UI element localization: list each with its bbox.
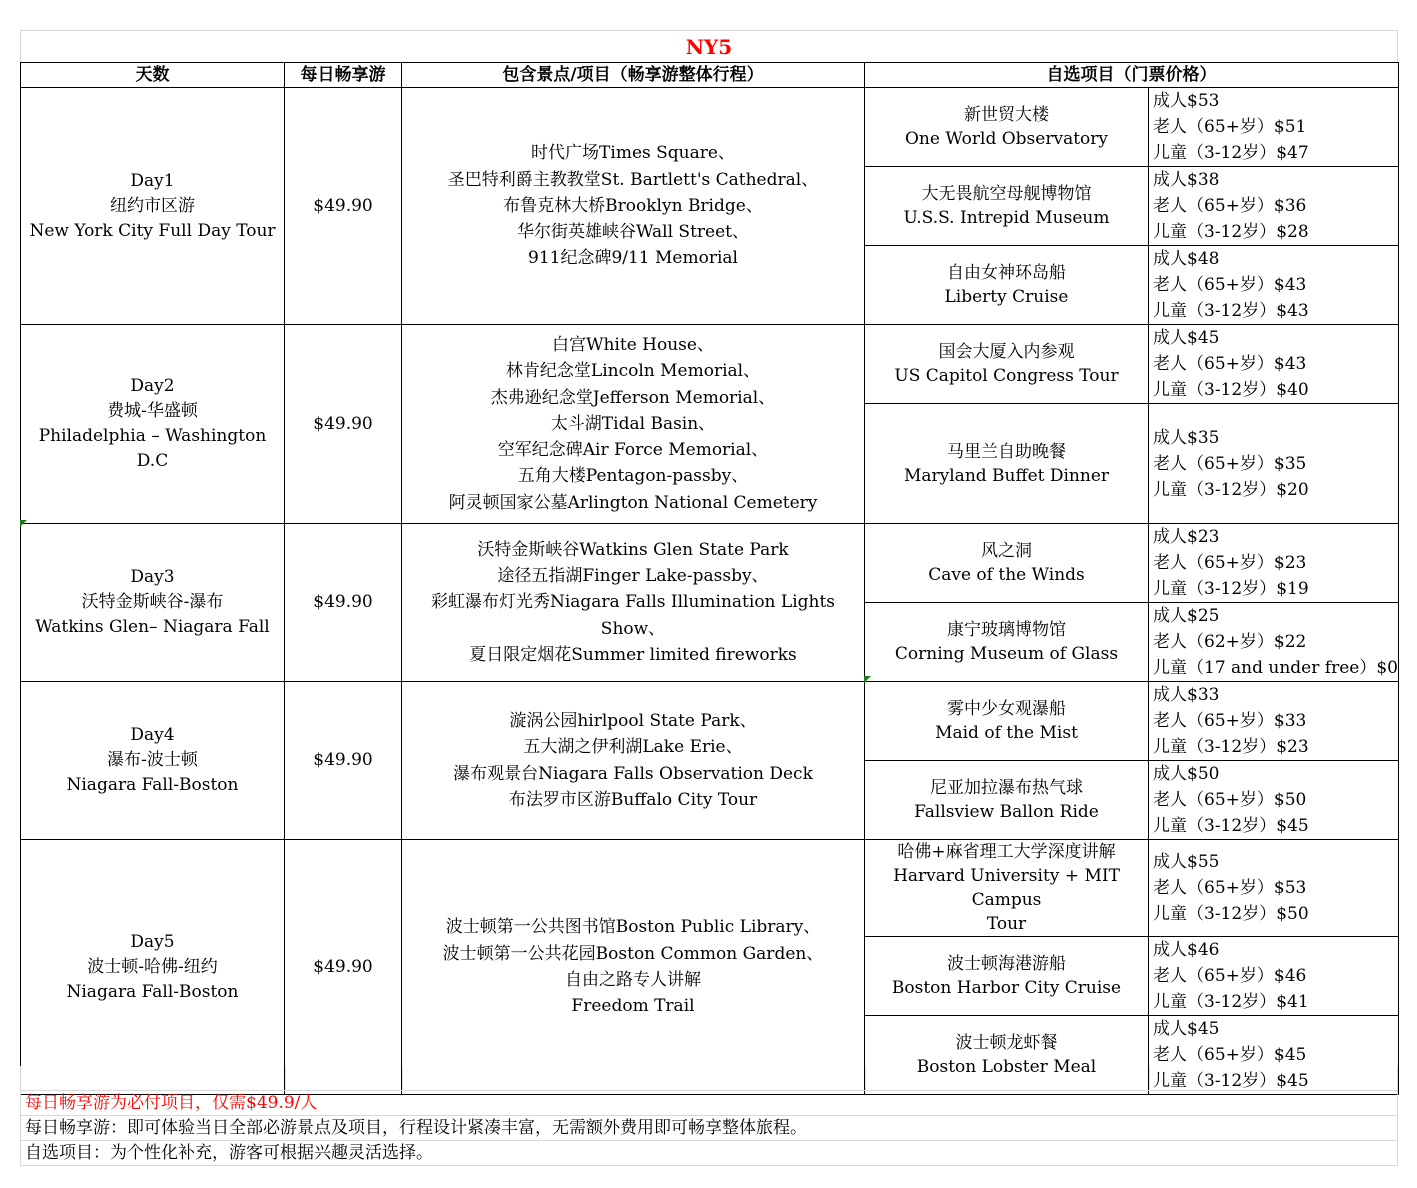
itinerary-row (21, 88, 1399, 167)
spot-line: 五角大楼Pentagon-passby、 (517, 466, 749, 487)
optional-item-name (865, 325, 1149, 404)
day-cell (21, 840, 285, 1095)
spot-line: 杰弗逊纪念堂Jefferson Memorial、 (490, 387, 776, 408)
optional-item-name (865, 246, 1149, 325)
spot-line: 阿灵顿国家公墓Arlington National Cemetery (448, 492, 818, 513)
spot-line: 太斗湖Tidal Basin、 (550, 413, 716, 434)
ticket-price-line: 成人$25 (1153, 606, 1220, 626)
daily-price: $49.90 (285, 524, 402, 682)
ticket-price-line: 老人（65+岁）$53 (1153, 878, 1307, 898)
optional-item-name (865, 840, 1149, 937)
ticket-price-line: 成人$53 (1153, 91, 1220, 111)
note-optional-items: 自选项目：为个性化补充，游客可根据兴趣灵活选择。 (20, 1141, 1398, 1166)
spot-line: 时代广场Times Square、 (531, 143, 735, 164)
itinerary-row (21, 682, 1399, 761)
ticket-price-line: 儿童（3-12岁）$23 (1153, 737, 1309, 757)
day-line: Day3 (130, 567, 175, 587)
ticket-price-line: 成人$48 (1153, 249, 1220, 269)
day-line: 费城-华盛顿 (107, 401, 198, 421)
optional-name-line: Harvard University + MIT Campus (893, 866, 1120, 910)
ticket-price-line: 成人$50 (1153, 764, 1220, 784)
header-optional-items: 自选项目（门票价格） (865, 63, 1399, 88)
spot-line: 911纪念碑9/11 Memorial (528, 248, 738, 269)
optional-item-name (865, 167, 1149, 246)
optional-item-name (865, 404, 1149, 524)
optional-name-line: One World Observatory (904, 129, 1109, 149)
spot-line: 途径五指湖Finger Lake-passby、 (497, 566, 769, 587)
optional-name-line: 国会大厦入内参观 (938, 342, 1075, 362)
ticket-price-line: 成人$45 (1153, 328, 1220, 348)
optional-name-line: Maryland Buffet Dinner (903, 465, 1110, 486)
ticket-price-line: 儿童（3-12岁）$20 (1153, 479, 1309, 500)
ticket-price-line: 老人（65+岁）$35 (1153, 453, 1307, 474)
day-cell (21, 88, 285, 325)
ticket-price-line: 儿童（3-12岁）$28 (1153, 222, 1309, 242)
day-line: Philadelphia – Washington D.C (38, 426, 267, 471)
spot-line: 林肯纪念堂Lincoln Memorial、 (505, 361, 761, 382)
optional-name-line: 雾中少女观瀑船 (947, 699, 1066, 719)
spot-line: 波士顿第一公共花园Boston Common Garden、 (442, 943, 824, 964)
day-line: Day5 (130, 931, 175, 952)
ticket-prices (1149, 937, 1399, 1016)
ticket-price-line: 成人$23 (1153, 527, 1220, 547)
ticket-price-line: 成人$45 (1153, 1019, 1220, 1039)
day-line: Day2 (130, 376, 175, 396)
ticket-prices (1149, 404, 1399, 524)
optional-name-line: Boston Lobster Meal (916, 1057, 1097, 1077)
spot-line: 五大湖之伊利湖Lake Erie、 (523, 737, 743, 758)
optional-name-line: U.S.S. Intrepid Museum (903, 208, 1110, 228)
ticket-prices (1149, 88, 1399, 167)
optional-name-line: Tour (986, 914, 1027, 934)
ticket-price-line: 老人（65+岁）$50 (1153, 790, 1307, 810)
spot-line: 彩虹瀑布灯光秀Niagara Falls Illumination Lights Show、 (430, 592, 836, 639)
ticket-price-line: 老人（65+岁）$45 (1153, 1045, 1307, 1065)
ticket-prices (1149, 761, 1399, 840)
ticket-price-line: 儿童（3-12岁）$45 (1153, 1071, 1309, 1091)
included-spots-cell (402, 524, 865, 682)
day-line: New York City Full Day Tour (29, 220, 276, 241)
day-line: 波士顿-哈佛-纽约 (87, 956, 218, 977)
ticket-price-line: 老人（65+岁）$43 (1153, 354, 1307, 374)
ticket-price-line: 成人$35 (1153, 427, 1220, 448)
spot-line: 白宫White House、 (552, 334, 714, 355)
ticket-price-line: 儿童（3-12岁）$41 (1153, 992, 1309, 1012)
included-spots-cell (402, 88, 865, 325)
ticket-price-line: 老人（65+岁）$51 (1153, 117, 1307, 137)
ticket-price-line: 儿童（3-12岁）$19 (1153, 579, 1309, 599)
optional-name-line: 哈佛+麻省理工大学深度讲解 (897, 842, 1116, 862)
daily-price: $49.90 (285, 88, 402, 325)
day-line: Day4 (130, 725, 175, 745)
spot-line: 布法罗市区游Buffalo City Tour (508, 789, 758, 810)
optional-name-line: 风之洞 (981, 541, 1032, 561)
optional-name-line: Maid of the Mist (935, 723, 1078, 743)
optional-item-name (865, 937, 1149, 1016)
day-cell (21, 682, 285, 840)
ticket-prices (1149, 325, 1399, 404)
optional-name-line: 尼亚加拉瀑布热气球 (930, 778, 1083, 798)
header-included-spots: 包含景点/项目（畅享游整体行程） (402, 63, 865, 88)
day-line: Watkins Glen– Niagara Fall (35, 617, 270, 637)
optional-item-name (865, 761, 1149, 840)
spot-line: 瀑布观景台Niagara Falls Observation Deck (453, 763, 813, 784)
day-line: 沃特金斯峡谷-瀑布 (81, 592, 224, 612)
ticket-price-line: 成人$46 (1153, 940, 1220, 960)
optional-item-name (865, 682, 1149, 761)
header-day: 天数 (21, 63, 285, 88)
optional-name-line: Boston Harbor City Cruise (891, 978, 1122, 998)
spot-line: 夏日限定烟花Summer limited fireworks (469, 644, 797, 665)
ticket-price-line: 成人$38 (1153, 170, 1220, 190)
itinerary-row (21, 840, 1399, 937)
ticket-prices (1149, 682, 1399, 761)
notes-section (20, 1066, 1398, 1166)
ticket-price-line: 老人（65+岁）$36 (1153, 196, 1307, 216)
ticket-prices (1149, 524, 1399, 603)
optional-name-line: 新世贸大楼 (964, 105, 1049, 125)
ticket-price-line: 老人（65+岁）$33 (1153, 711, 1307, 731)
day-cell (21, 325, 285, 524)
empty-grid-row (20, 1066, 1398, 1091)
optional-item-name (865, 88, 1149, 167)
ticket-prices (1149, 603, 1399, 682)
ticket-price-line: 儿童（17 and under free）$0 (1153, 658, 1398, 678)
ticket-price-line: 儿童（3-12岁）$43 (1153, 301, 1309, 321)
day-line: Niagara Fall-Boston (66, 981, 239, 1002)
optional-name-line: 康宁玻璃博物馆 (947, 620, 1066, 640)
itinerary-row (21, 524, 1399, 603)
itinerary-sheet (20, 30, 1398, 1095)
day-cell (21, 524, 285, 682)
spot-line: 漩涡公园hirlpool State Park、 (509, 710, 757, 731)
comment-marker (864, 676, 871, 683)
note-daily-tour: 每日畅享游：即可体验当日全部必游景点及项目，行程设计紧凑丰富，无需额外费用即可畅享整体旅程。 (20, 1116, 1398, 1141)
itinerary-row (21, 325, 1399, 404)
optional-name-line: 波士顿龙虾餐 (955, 1033, 1058, 1053)
spot-line: 布鲁克林大桥Brooklyn Bridge、 (503, 195, 763, 216)
itinerary-table (20, 62, 1399, 1095)
daily-price: $49.90 (285, 682, 402, 840)
header-daily-tour: 每日畅享游 (285, 63, 402, 88)
header-row (21, 63, 1399, 88)
optional-name-line: Cave of the Winds (928, 565, 1085, 585)
day-line: Niagara Fall-Boston (66, 775, 239, 795)
included-spots-cell (402, 682, 865, 840)
ticket-prices (1149, 167, 1399, 246)
sheet-title: NY5 (20, 30, 1398, 62)
ticket-price-line: 成人$33 (1153, 685, 1220, 705)
ticket-price-line: 儿童（3-12岁）$45 (1153, 816, 1309, 836)
day-line: 纽约市区游 (110, 195, 195, 216)
day-line: Day1 (130, 170, 175, 191)
daily-price: $49.90 (285, 840, 402, 1095)
spot-line: 自由之路专人讲解 (565, 970, 701, 990)
ticket-price-line: 老人（65+岁）$23 (1153, 553, 1307, 573)
ticket-prices (1149, 246, 1399, 325)
ticket-price-line: 老人（65+岁）$46 (1153, 966, 1307, 986)
spot-line: 圣巴特利爵主教教堂St. Bartlett's Cathedral、 (447, 169, 819, 190)
spot-line: 波士顿第一公共图书馆Boston Public Library、 (445, 917, 821, 938)
spot-line: 华尔街英雄峡谷Wall Street、 (517, 222, 749, 243)
daily-price: $49.90 (285, 325, 402, 524)
ticket-prices (1149, 840, 1399, 937)
optional-name-line: 自由女神环岛船 (947, 263, 1066, 283)
ticket-price-line: 儿童（3-12岁）$40 (1153, 380, 1309, 400)
included-spots-cell (402, 325, 865, 524)
ticket-price-line: 老人（65+岁）$43 (1153, 275, 1307, 295)
ticket-price-line: 老人（62+岁）$22 (1153, 632, 1307, 652)
optional-name-line: 大无畏航空母舰博物馆 (921, 184, 1092, 204)
optional-name-line: Liberty Cruise (944, 287, 1069, 307)
comment-marker (20, 520, 27, 527)
optional-item-name (865, 603, 1149, 682)
ticket-price-line: 成人$55 (1153, 852, 1220, 872)
included-spots-cell (402, 840, 865, 1095)
optional-name-line: 波士顿海港游船 (947, 954, 1066, 974)
spot-line: Freedom Trail (571, 996, 695, 1017)
optional-name-line: Fallsview Ballon Ride (914, 802, 1099, 822)
ticket-price-line: 儿童（3-12岁）$47 (1153, 143, 1309, 163)
day-line: 瀑布-波士顿 (107, 750, 198, 770)
optional-item-name (865, 524, 1149, 603)
optional-name-line: 马里兰自助晚餐 (947, 441, 1066, 462)
spot-line: 沃特金斯峡谷Watkins Glen State Park (477, 539, 789, 560)
ticket-price-line: 儿童（3-12岁）$50 (1153, 904, 1309, 924)
optional-name-line: Corning Museum of Glass (894, 644, 1119, 664)
spot-line: 空军纪念碑Air Force Memorial、 (497, 440, 769, 461)
note-mandatory: 每日畅享游为必付项目，仅需$49.9/人 (20, 1091, 1398, 1116)
optional-name-line: US Capitol Congress Tour (894, 366, 1119, 386)
